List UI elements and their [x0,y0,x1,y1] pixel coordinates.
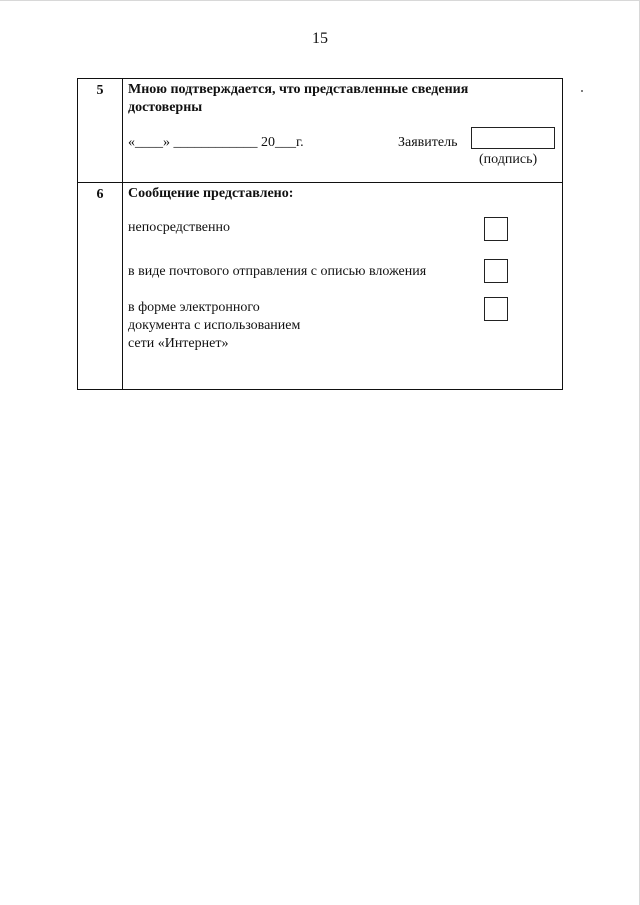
signature-box[interactable] [471,127,555,149]
option-electronic-label-line2: документа с использованием [128,318,301,333]
page-number: 15 [312,30,328,47]
submission-cell [123,183,563,390]
table-row [78,183,563,390]
form-table [77,78,563,390]
option-direct-checkbox[interactable] [484,217,508,241]
option-electronic-label-line3: сети «Интернет» [128,336,229,351]
option-electronic-checkbox[interactable] [484,297,508,321]
signature-caption: (подпись) [479,152,538,167]
row-number: 6 [78,183,123,390]
date-field[interactable]: «____» ____________ 20___г. [128,135,304,150]
confirmation-text-line2: достоверны [128,100,203,115]
page-edge-top [0,0,640,1]
confirmation-text-line1: Мною подтверждается, что представленные сведения [128,82,469,97]
submission-title: Сообщение представлено: [128,186,294,201]
option-postal-checkbox[interactable] [484,259,508,283]
scan-speck [581,90,583,92]
confirmation-cell [123,79,563,183]
row-number: 5 [78,79,123,183]
option-postal-label: в виде почтового отправления с описью вложения [128,264,427,279]
table-row [78,79,563,183]
option-direct-label: непосредственно [128,220,230,235]
applicant-label: Заявитель [398,135,458,150]
option-electronic-label-line1: в форме электронного [128,300,260,315]
